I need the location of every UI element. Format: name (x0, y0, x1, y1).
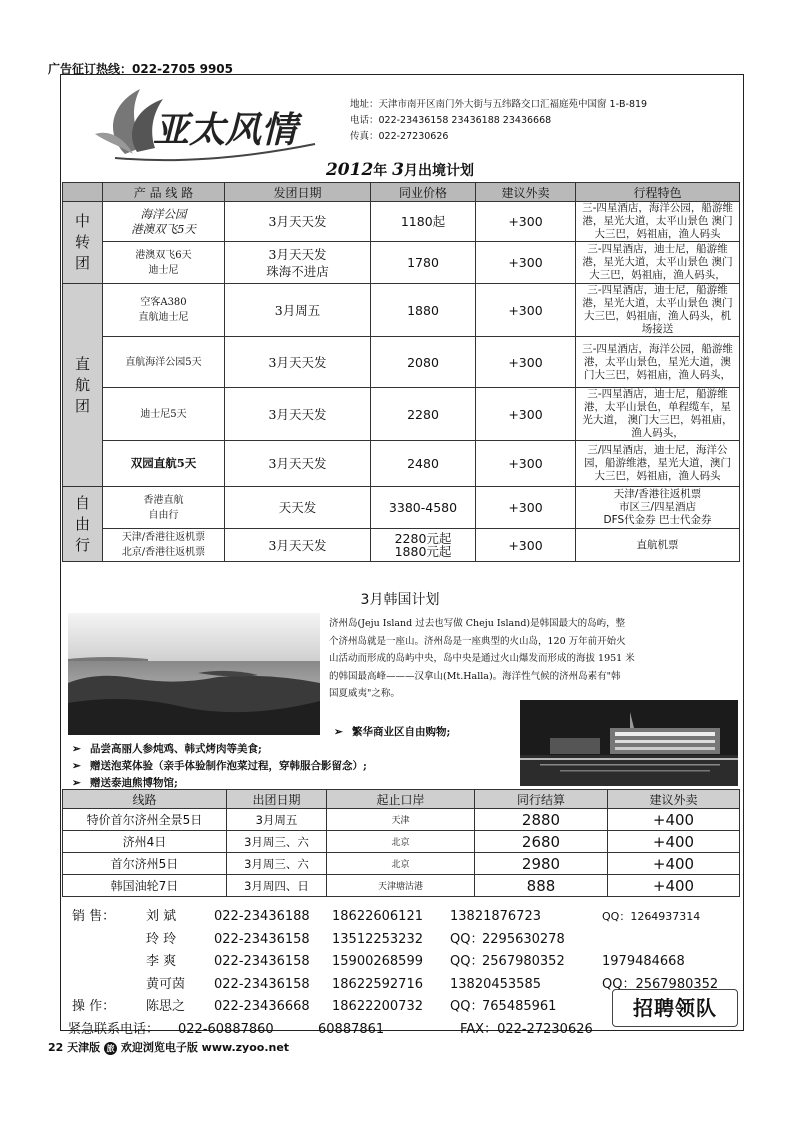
price-cell: 2880 (475, 809, 608, 831)
contact-name: 黄可茵 (146, 976, 186, 992)
tour-row (63, 487, 740, 529)
highlight-text: 品尝高丽人参炖鸡、韩式烤肉等美食; (90, 743, 262, 755)
jeju-description (329, 615, 736, 703)
jeju-line: 济州岛(Jeju Island 过去也写做 Cheju Island)是韩国最大的岛屿，整 (329, 618, 626, 629)
emergency-label: 紧急联系电话： (68, 1021, 160, 1037)
route-cell: 济州4日 (63, 831, 227, 853)
ad-hotline: 广告征订热线：022-2705 9905 (48, 62, 234, 76)
tour-row (63, 441, 740, 487)
product-cell: 迪士尼5天 (103, 388, 225, 441)
feature-cell: 天津/香港往返机票 市区三/四星酒店 DFS代金券 巴士代金券 (576, 487, 740, 529)
ops-label: 操 作： (72, 999, 116, 1014)
suggest-cell: +300 (476, 284, 576, 337)
contact-address-block (350, 97, 647, 145)
korea-table-header (63, 790, 740, 809)
product-cell: 直航海洋公园5天 (103, 337, 225, 388)
jeju-line: 的韩国最高峰———汉拿山(Mt.Halla)。海洋性气候的济州岛素有"韩 (329, 670, 621, 682)
date-cell: 3月天天发 (225, 388, 371, 441)
suggest-cell: +400 (608, 831, 740, 853)
feature-cell: 三-四星酒店，迪士尼，船游维港，星光大道，太平山景色 澳门大三巴，妈祖庙，渔人码头，机场接送 (576, 284, 740, 337)
brand-badge-icon: 旅 (104, 1042, 117, 1055)
price-cell: 3380-4580 (371, 487, 476, 529)
recruit-badge: 招聘领队 (612, 989, 738, 1027)
suggest-cell: +300 (476, 441, 576, 487)
tour-table-header (63, 183, 740, 202)
date-cell: 3月周四、日 (227, 875, 327, 897)
group-label: 自 由 行 (63, 487, 103, 562)
feature-cell: 三-四星酒店，海洋公园，船游维港，太平山景色，星光大道，澳门大三巴，妈祖庙，渔人码头， (576, 337, 740, 388)
price-cell: 2480 (371, 441, 476, 487)
contact-tel: 022-23436158 (214, 976, 310, 992)
port-cell: 北京 (327, 831, 475, 853)
date-cell: 3月周五 (225, 284, 371, 337)
price-cell: 1880 (371, 284, 476, 337)
suggest-cell: +400 (608, 853, 740, 875)
group-label: 直 航 团 (63, 284, 103, 487)
header-cell: 建议外卖 (608, 790, 740, 809)
fax-line: 传真：022-27230626 (350, 131, 449, 142)
date-cell: 3月天天发 (225, 337, 371, 388)
tour-row (63, 388, 740, 441)
contact-qq2: QQ：1264937314 (602, 910, 701, 923)
contact-tel: 022-23436188 (214, 909, 310, 924)
date-cell: 3月天天发 (225, 529, 371, 562)
header-cell: 同行结算 (475, 790, 608, 809)
emergency-tel2: 60887861 (318, 1021, 385, 1037)
contact-name: 刘 斌 (146, 909, 177, 924)
korea-row (63, 853, 740, 875)
header-cell (63, 183, 103, 202)
date-cell: 3月周五 (227, 809, 327, 831)
emergency-tel: 022-60887860 (178, 1021, 274, 1037)
contact-qq: 2567980352 (482, 954, 565, 969)
port-cell: 北京 (327, 853, 475, 875)
product-cell: 双园直航5天 (103, 441, 225, 487)
group-label: 中 转 团 (63, 202, 103, 284)
suggest-cell: +300 (476, 487, 576, 529)
suggest-cell: +300 (476, 202, 576, 242)
price-cell: 2280元起 1880元起 (371, 529, 476, 562)
arrow-icon: ➢ (72, 760, 81, 772)
plan-month: 3 (392, 160, 405, 180)
address-line: 地址：天津市南开区南门外大街与五纬路交口汇福庭苑中国窗 1-B-819 (350, 99, 648, 110)
phone-line: 电话：022-23436158 23436188 23436668 (350, 115, 552, 126)
highlight-item (72, 741, 450, 758)
product-cell: 海洋公园 港澳双飞5天 (103, 202, 225, 242)
plan-title (0, 160, 800, 180)
price-cell: 2080 (371, 337, 476, 388)
arrow-icon: ➢ (72, 777, 81, 789)
korea-table (62, 789, 740, 897)
contact-tel: 022-23436668 (214, 999, 310, 1014)
seoul-night-photo (520, 700, 738, 786)
korea-row (63, 875, 740, 897)
tour-row (63, 284, 740, 337)
plan-nian: 年 (373, 163, 388, 179)
contact-qq-label: QQ： (450, 931, 484, 947)
tour-table (62, 182, 740, 562)
jeju-line: 个济州岛就是一座山。济州岛是一座典型的火山岛，120 万年前开始火 (329, 635, 626, 647)
arrow-icon: ➢ (72, 743, 81, 755)
header-cell: 出团日期 (227, 790, 327, 809)
price-cell: 2680 (475, 831, 608, 853)
page-number: 22 天津版 (48, 1041, 101, 1054)
contact-qq2: QQ：2567980352 (602, 976, 719, 992)
footer-url[interactable]: www.zyoo.net (201, 1041, 290, 1054)
feature-cell: 直航机票 (576, 529, 740, 562)
plan-title-rest: 月出境计划 (404, 163, 475, 179)
tour-row (63, 242, 740, 284)
sales-label: 销 售： (72, 909, 116, 924)
suggest-cell: +400 (608, 875, 740, 897)
date-cell: 天天发 (225, 487, 371, 529)
contact-qq: 13820453585 (450, 976, 541, 992)
port-cell: 天津 (327, 809, 475, 831)
price-cell: 1180起 (371, 202, 476, 242)
price-cell: 2280 (371, 388, 476, 441)
korea-highlights (72, 724, 450, 792)
contact-qq2: 1979484668 (602, 954, 685, 969)
plan-year: 2012 (325, 160, 374, 180)
contact-mobile: 18622606121 (332, 909, 423, 924)
header-cell: 产 品 线 路 (103, 183, 225, 202)
header-cell: 同业价格 (371, 183, 476, 202)
feature-cell: 三-四星酒店，迪士尼，船游维港，星光大道，太平山景色 澳门大三巴，妈祖庙，渔人码头， (576, 242, 740, 284)
date-cell: 3月天天发 (225, 441, 371, 487)
product-cell: 香港直航 自由行 (103, 487, 225, 529)
contact-qq-label: QQ： (450, 954, 484, 969)
contact-mobile: 15900268599 (332, 954, 423, 969)
date-cell: 3月周三、六 (227, 853, 327, 875)
route-cell: 韩国油轮7日 (63, 875, 227, 897)
contact-mobile: 18622592716 (332, 976, 423, 992)
contact-name: 李 爽 (146, 954, 177, 969)
tour-row (63, 202, 740, 242)
port-cell: 天津塘沽港 (327, 875, 475, 897)
highlight-text: 繁华商业区自由购物; (352, 726, 451, 738)
suggest-cell: +300 (476, 388, 576, 441)
contact-name: 陈思之 (146, 999, 186, 1014)
suggest-cell: +400 (608, 809, 740, 831)
feature-cell: 三-四星酒店，海洋公园，船游维港，星光大道，太平山景色 澳门大三巴，妈祖庙，渔人码头 (576, 202, 740, 242)
company-logo (85, 84, 320, 164)
contact-qq: 13821876723 (450, 909, 541, 924)
contact-tel: 022-23436158 (214, 931, 310, 947)
suggest-cell: +300 (476, 242, 576, 284)
contact-tel: 022-23436158 (214, 954, 310, 969)
header-cell: 建议外卖 (476, 183, 576, 202)
contact-qq: 765485961 (482, 999, 557, 1014)
date-cell: 3月天天发 珠海不进店 (225, 242, 371, 284)
highlight-text: 赠送泡菜体验（亲手体验制作泡菜过程，穿韩服合影留念）; (90, 760, 367, 772)
date-cell: 3月天天发 (225, 202, 371, 242)
jeju-line: 国夏威夷"之称。 (329, 688, 400, 699)
contact-qq: 2295630278 (482, 931, 565, 947)
contact-fax: FAX：022-27230626 (460, 1021, 593, 1037)
contact-mobile: 18622200732 (332, 999, 423, 1014)
tour-row (63, 337, 740, 388)
price-cell: 888 (475, 875, 608, 897)
route-cell: 首尔济州5日 (63, 853, 227, 875)
contact-qq-label: QQ： (450, 999, 484, 1014)
logo-text: 亚太风情 (153, 109, 298, 151)
header-cell: 起止口岸 (327, 790, 475, 809)
contact-mobile: 13512253232 (332, 931, 423, 947)
korea-section-title: 3月韩国计划 (360, 592, 440, 608)
arrow-icon: ➢ (334, 726, 343, 738)
header-cell: 线路 (63, 790, 227, 809)
feature-cell: 三-四星酒店，迪士尼，船游维港，太平山景色，单程缆车，星光大道， 澳门大三巴，妈祖庙， 渔人码头， (576, 388, 740, 441)
korea-row (63, 809, 740, 831)
highlight-text: 赠送泰迪熊博物馆; (90, 777, 178, 789)
footer-text: 欢迎浏览电子版 (120, 1041, 198, 1054)
highlight-item (334, 724, 450, 741)
route-cell: 特价首尔济州全景5日 (63, 809, 227, 831)
tour-row (63, 529, 740, 562)
suggest-cell: +300 (476, 529, 576, 562)
suggest-cell: +300 (476, 337, 576, 388)
jeju-coast-photo (68, 613, 320, 735)
price-cell: 2980 (475, 853, 608, 875)
feature-cell: 三/四星酒店，迪士尼，海洋公园，船游维港，星光大道，澳门大三巴，妈祖庙，渔人码头 (576, 441, 740, 487)
jeju-line: 山活动而形成的岛屿中央，岛中央是通过火山爆发而形成的海拔 1951 米 (329, 653, 635, 664)
page-footer (48, 1039, 289, 1055)
header-cell: 行程特色 (576, 183, 740, 202)
contact-name: 玲 玲 (146, 931, 177, 947)
date-cell: 3月周三、六 (227, 831, 327, 853)
product-cell: 港澳双飞6天 迪士尼 (103, 242, 225, 284)
highlight-item (72, 758, 450, 775)
price-cell: 1780 (371, 242, 476, 284)
header-cell: 发团日期 (225, 183, 371, 202)
product-cell: 空客A380 直航迪士尼 (103, 284, 225, 337)
product-cell: 天津/香港往返机票 北京/香港往返机票 (103, 529, 225, 562)
korea-row (63, 831, 740, 853)
